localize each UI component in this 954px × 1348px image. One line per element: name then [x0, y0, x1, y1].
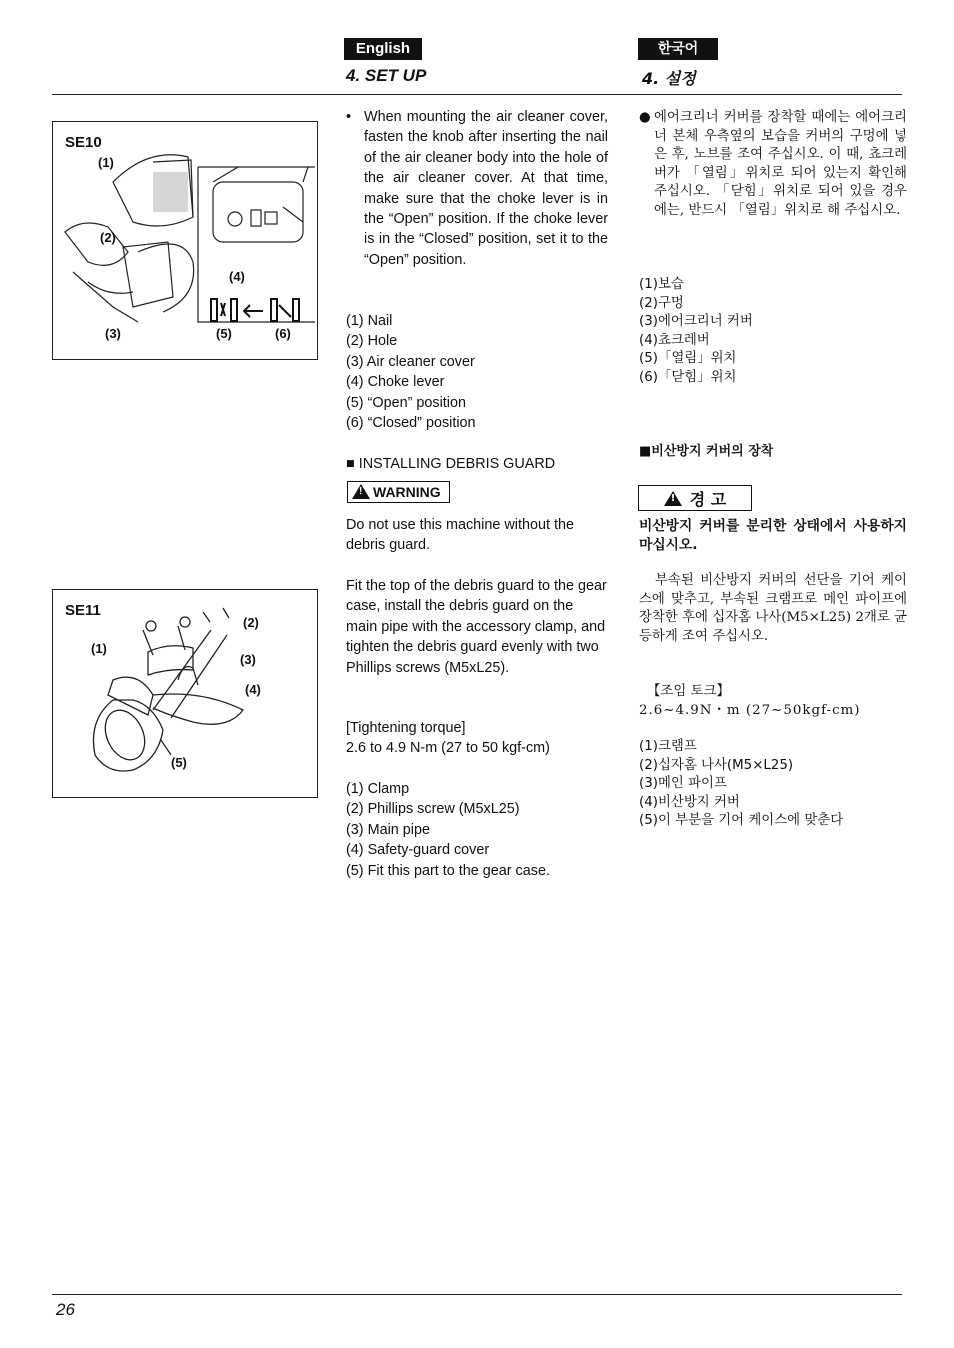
figure-se10-label-2: (2): [100, 230, 116, 245]
figure-se11-label-5: (5): [171, 755, 187, 770]
torque-title: 【조임 토크】: [647, 684, 730, 699]
air-cleaner-illustration: [53, 122, 317, 359]
figure-se11-label-4: (4): [245, 682, 261, 697]
english-parts-list-1: [346, 311, 608, 433]
list-item: (2)십자홈 나사(M5×L25): [639, 757, 794, 773]
list-item: (1) Nail: [346, 313, 393, 329]
list-item: (4)비산방지 커버: [639, 794, 740, 810]
list-item: (5)이 부분을 기어 케이스에 맞춘다: [639, 813, 844, 829]
english-parts-list-2: [346, 779, 608, 881]
square-bullet-icon: ■: [346, 456, 355, 472]
list-item: (5) Fit this part to the gear case.: [346, 862, 550, 879]
warning-triangle-icon: [664, 491, 682, 506]
korean-torque: [639, 683, 907, 720]
language-tag-korean: 한국어: [638, 38, 718, 60]
torque-title: [Tightening torque]: [346, 720, 466, 736]
english-torque: [346, 718, 608, 759]
list-item: (3)메인 파이프: [639, 776, 727, 792]
figure-se10-label-3: (3): [105, 326, 121, 341]
page-number: 26: [56, 1300, 75, 1319]
english-fit-paragraph: Fit the top of the debris guard to the gear case, install the debris guard on the main pipe with the accessory clamp, and tighten the debris guard evenly with two Phillips screws (M5xL25).: [346, 578, 607, 676]
english-warning-text: Do not use this machine without the debris guard.: [346, 517, 574, 554]
bullet-mark: ●: [639, 110, 651, 125]
warning-label: WARNING: [373, 484, 441, 500]
korean-parts-list-2: [639, 738, 907, 831]
figure-se10-title: SE10: [65, 134, 102, 151]
warning-badge-korean: [638, 485, 752, 511]
warning-label: 경 고: [689, 489, 727, 509]
language-tag-english: English: [344, 38, 422, 60]
figure-se11-label-2: (2): [243, 615, 259, 630]
warning-badge-english: [347, 481, 450, 503]
heading-text: INSTALLING DEBRIS GUARD: [358, 456, 556, 472]
list-item: (5)「열림」위치: [639, 351, 737, 367]
list-item: (3) Air cleaner cover: [346, 353, 475, 370]
torque-value: 2.6~4.9N・m (27~50kgf-cm): [639, 702, 861, 718]
figure-se10-label-4: (4): [229, 269, 245, 284]
list-item: (4) Safety-guard cover: [346, 842, 490, 859]
section-title-english: 4. SET UP: [346, 66, 427, 85]
figure-se10: [52, 121, 318, 360]
list-item: (4)쵸크레버: [639, 332, 710, 348]
list-item: (2) Phillips screw (M5xL25): [346, 801, 520, 818]
list-item: (3) Main pipe: [346, 821, 430, 838]
figure-se11: [52, 589, 318, 798]
bullet-mark: •: [346, 109, 352, 125]
figure-se10-label-1: (1): [98, 155, 114, 170]
figure-se11-label-1: (1): [91, 641, 107, 656]
korean-parts-list-1: [639, 276, 907, 388]
footer-rule: [52, 1294, 902, 1295]
figure-se11-label-3: (3): [240, 652, 256, 667]
header-rule: [52, 94, 902, 95]
mounting-text: 에어크리너 커버를 장착할 때에는 에어크리너 본체 우측옆의 보습을 커버의 구멍에 넣은 후, 노브를 조여 주십시오. 이 때, 쵸크레버가 「열림」위치로 되어 있는지 확인해 주십시오. 「닫힘」위치로 되어 있을 경우에는, 반드시 「열림」위치로 해 주십시오.: [654, 110, 907, 218]
list-item: (2) Hole: [346, 333, 398, 350]
warning-triangle-icon: [352, 484, 370, 499]
list-item: (6)「닫힘」위치: [639, 369, 737, 385]
section-title-korean: 4. 설정: [642, 69, 696, 88]
korean-heading: ■비산방지 커버의 장착: [639, 444, 774, 459]
korean-fit-paragraph: 부속된 비산방지 커버의 선단을 기어 케이스에 맞추고, 부속된 크램프로 메인 파이프에 장착한 후에 십자홈 나사(M5×L25) 2개로 균등하게 조여 주십시오.: [639, 573, 907, 644]
list-item: (2)구멍: [639, 295, 684, 311]
list-item: (6) “Closed” position: [346, 415, 476, 432]
figure-se11-title: SE11: [65, 602, 101, 619]
figure-se10-label-5: (5): [216, 326, 232, 341]
list-item: (1)보습: [639, 277, 684, 292]
list-item: (5) “Open” position: [346, 394, 466, 411]
torque-value: 2.6 to 4.9 N-m (27 to 50 kgf-cm): [346, 740, 550, 757]
list-item: (1) Clamp: [346, 781, 410, 797]
english-heading: [346, 454, 608, 474]
english-mounting-paragraph: [346, 107, 608, 270]
figure-se10-label-6: (6): [275, 326, 291, 341]
list-item: (3)에어크리너 커버: [639, 314, 753, 330]
list-item: (1)크램프: [639, 739, 697, 754]
korean-mounting-paragraph: [639, 109, 907, 221]
korean-warning-text: 비산방지 커버를 분리한 상태에서 사용하지 마십시오.: [639, 518, 907, 553]
list-item: (4) Choke lever: [346, 374, 445, 391]
mounting-text: When mounting the air cleaner cover, fasten the knob after inserting the nail of the air cleaner body into the hole of the air cleaner cover. At that time, make sure that the choke lever is in the “Open” position. If the choke lever is in the “Closed” position, set it to the “Open” position.: [364, 109, 608, 268]
